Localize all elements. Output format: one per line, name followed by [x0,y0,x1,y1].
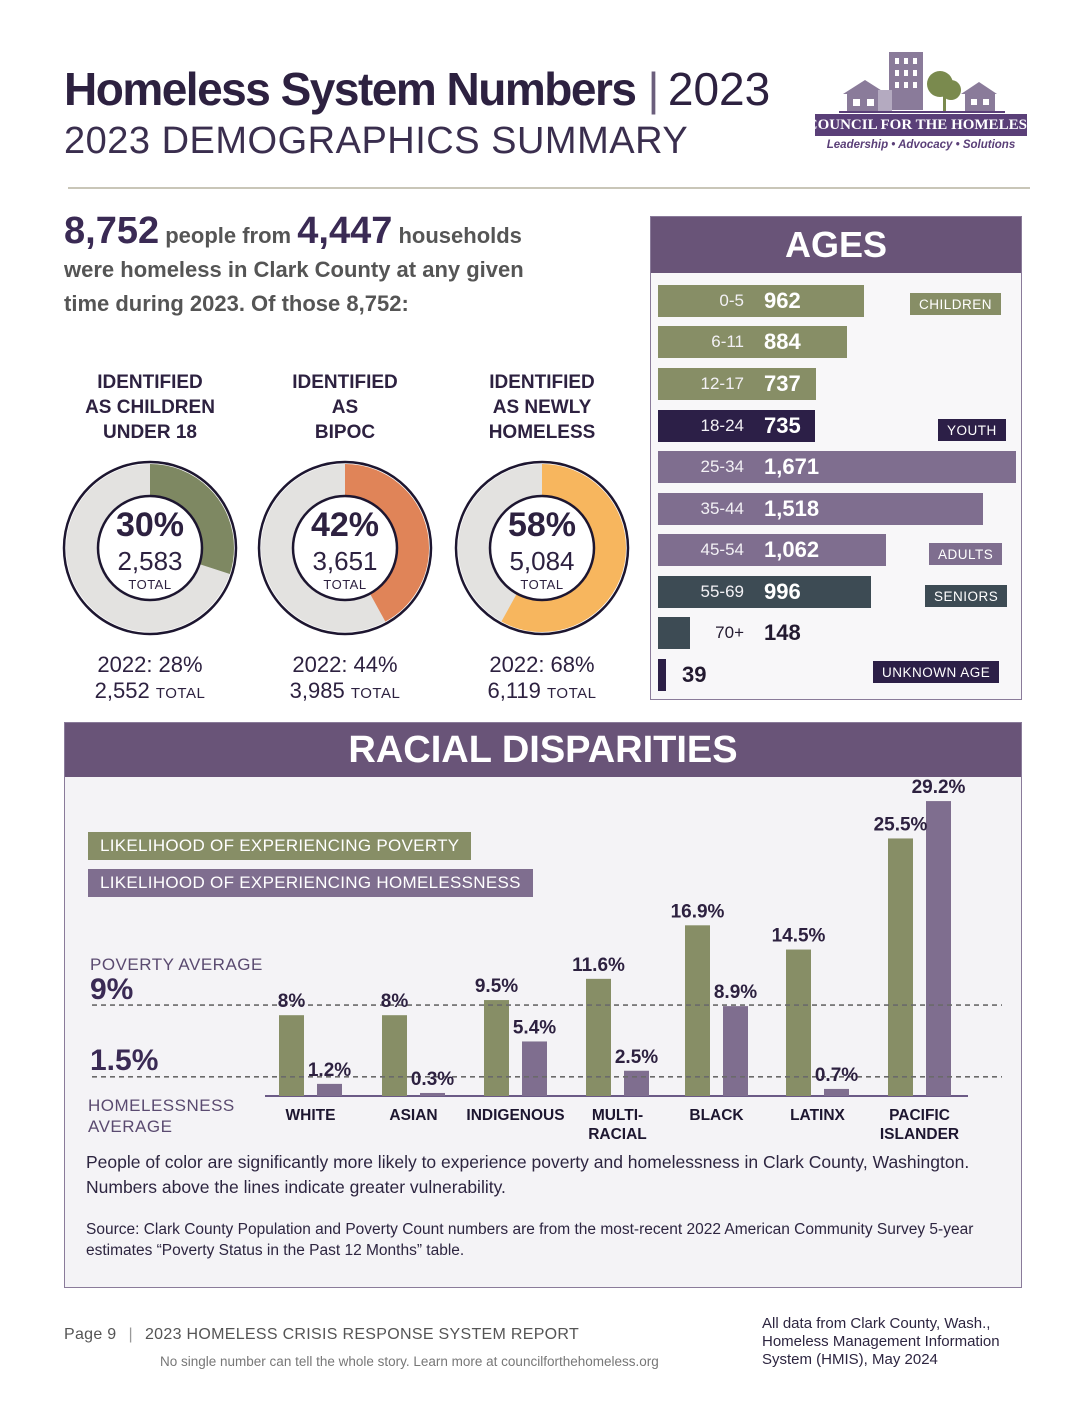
prior-year-total-label: TOTAL [547,685,597,702]
age-group-tag: SENIORS [925,585,1007,607]
footer-tagline: No single number can tell the whole story. Learn more at councilforthehomeless.org [160,1354,659,1369]
poverty-bar [279,1015,304,1096]
age-range: 6-11 [711,332,744,351]
bar-value-label: 8% [380,991,409,1013]
legend-homelessness: LIKELIHOOD OF EXPERIENCING HOMELESSNESS [88,869,533,897]
title-text: Homeless System Numbers [64,63,636,115]
age-count: 996 [764,579,801,604]
donut-label-line: AS CHILDREN [85,397,215,418]
age-count: 884 [764,329,801,354]
category-label: WHITE [285,1107,336,1124]
category-label: RACIAL [588,1126,647,1143]
age-count: 1,518 [764,496,820,521]
prior-year-percent: 2022: 28% [97,652,203,677]
prior-year-count: 3,985 [289,678,345,703]
legend-poverty: LIKELIHOOD OF EXPERIENCING POVERTY [88,832,471,860]
donut-count: 3,651 [312,546,378,576]
prior-year-percent: 2022: 68% [489,652,595,677]
poverty-bar [382,1015,407,1096]
homelessness-bar [824,1089,849,1096]
racial-disparities-title: RACIAL DISPARITIES [65,723,1021,777]
age-count: 737 [764,371,801,396]
donut-label-line: IDENTIFIED [97,372,203,393]
age-group-tag: ADULTS [929,543,1002,565]
age-count: 148 [764,620,801,645]
donut-percent: 42% [310,506,380,544]
homelessness-bar [624,1071,649,1096]
ages-title: AGES [651,217,1021,273]
bar-value-label: 1.2% [307,1059,352,1081]
bar-value-label: 5.4% [512,1017,557,1039]
prior-year-total-label: TOTAL [155,685,206,702]
intro-line-2: were homeless in Clark County at any given [64,257,524,282]
bar-value-label: 9.5% [474,976,519,998]
age-range: 25-34 [700,457,744,476]
homelessness-average-label-line: HOMELESSNESS [88,1096,235,1115]
donut-total-label: TOTAL [323,577,367,592]
bar-value-label: 8% [277,991,306,1013]
age-range: 12-17 [700,374,744,393]
bar-value-label: 16.9% [670,901,725,923]
donut-label-line: UNDER 18 [103,422,197,443]
people-text: people from [165,223,292,248]
age-range: 18-24 [700,416,744,435]
homelessness-bar [522,1041,547,1096]
intro-line-3: time during 2023. Of those 8,752: [64,291,409,316]
donut-total-label: TOTAL [520,577,564,592]
age-group-tag: YOUTH [938,419,1006,441]
bar-value-label: 2.5% [614,1046,659,1068]
homelessness-average-value: 1.5% [90,1044,159,1077]
poverty-average-value: 9% [90,973,134,1006]
age-range: 35-44 [700,499,744,518]
poverty-bar [888,838,913,1096]
homelessness-bar [723,1006,748,1096]
poverty-bar [586,979,611,1096]
donut-percent: 30% [115,506,185,544]
donut-label-line: IDENTIFIED [489,372,595,393]
bar-value-label: 25.5% [873,814,928,836]
data-source-line: All data from Clark County, Wash., [762,1315,991,1332]
age-range: 0-5 [719,291,744,310]
bar-value-label: 14.5% [771,925,826,947]
poverty-bar [484,1000,509,1096]
people-count: 8,752 [64,210,160,252]
bar-value-label: 11.6% [572,954,625,976]
logo-name: COUNCIL FOR THE HOMELESS [815,114,1027,136]
category-label: ISLANDER [879,1126,960,1143]
data-source-line: System (HMIS), May 2024 [762,1351,938,1368]
report-name: 2023 HOMELESS CRISIS RESPONSE SYSTEM REPORT [144,1326,580,1343]
prior-year-count: 2,552 [94,678,150,703]
donut-label-line: AS NEWLY [492,397,592,418]
poverty-bar [786,950,811,1096]
age-count: 39 [682,662,707,687]
age-range: 55-69 [700,582,744,601]
donut-label-line: HOMELESS [488,422,596,443]
donut-label-line: IDENTIFIED [292,372,398,393]
source-note: Source: Clark County Population and Poverty Count numbers are from the most-recent 2022 American Community Survey 5-year estimates “Poverty Status in the Past 12 Months” table. [86,1221,974,1259]
age-count: 735 [764,413,801,438]
category-label: INDIGENOUS [466,1107,565,1124]
bar-value-label: 8.9% [713,982,758,1004]
donut-count: 5,084 [509,546,575,576]
category-label: MULTI- [591,1107,644,1124]
donut-label-line: AS [331,397,359,418]
poverty-average-label: POVERTY AVERAGE [90,955,263,974]
age-count: 1,671 [764,454,820,479]
age-range: 70+ [715,623,744,642]
category-label: ASIAN [389,1107,438,1124]
title-year: 2023 [667,63,771,115]
homelessness-bar [317,1084,342,1096]
footer-separator: | [128,1326,133,1343]
prior-year-percent: 2022: 44% [292,652,398,677]
prior-year-count: 6,119 [487,678,541,703]
bar-value-label: 0.3% [410,1068,455,1090]
age-group-tag: CHILDREN [910,293,1001,315]
category-label: LATINX [790,1107,845,1124]
donut-count: 2,583 [117,546,183,576]
logo-tagline: Leadership • Advocacy • Solutions [826,139,1016,151]
prior-year-total-label: TOTAL [350,685,401,702]
donut-percent: 58% [507,506,577,544]
homelessness-average-label-line: AVERAGE [88,1117,173,1136]
household-count: 4,447 [297,210,393,252]
page-number: Page 9 [64,1326,117,1343]
homelessness-bar [926,801,951,1096]
title-separator: | [647,63,658,115]
homelessness-bar [420,1093,445,1096]
donut-label-line: BIPOC [314,422,376,443]
footer-main [64,1326,579,1344]
households-text: households [398,223,522,248]
age-range: 45-54 [700,540,744,559]
bar-value-label: 0.7% [814,1064,859,1086]
data-source-line: Homeless Management Information [762,1333,1000,1350]
racial-paragraph: People of color are significantly more likely to experience poverty and homelessness in Clark County, Washington. Numbers above the lines indicate greater vulnerability. [86,1152,970,1197]
category-label: PACIFIC [889,1107,950,1124]
category-label: BLACK [689,1107,744,1124]
page-subtitle: 2023 DEMOGRAPHICS SUMMARY [64,120,689,162]
age-count: 1,062 [764,537,820,562]
data-source-note [762,1315,1052,1369]
donut-total-label: TOTAL [128,577,172,592]
poverty-bar [685,925,710,1096]
age-count: 962 [764,288,801,313]
age-group-tag: UNKNOWN AGE [873,661,999,683]
bar-value-label: 29.2% [911,777,966,799]
